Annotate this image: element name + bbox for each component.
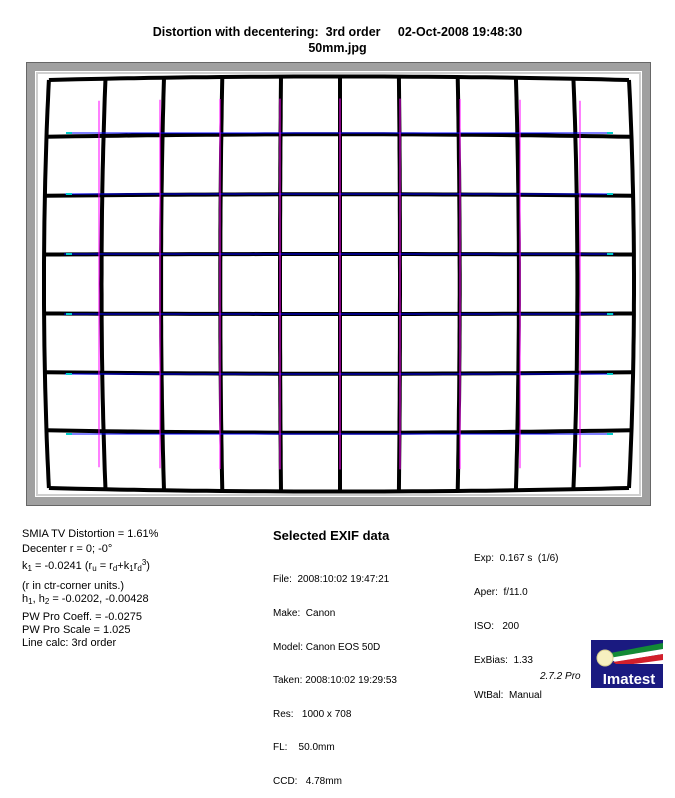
exif-line: FL: 50.0mm: [273, 742, 335, 754]
exposure-line: ISO: 200: [474, 621, 520, 633]
grid-line-vertical: [629, 80, 634, 488]
svg-text:Imatest: Imatest: [602, 671, 656, 688]
grid-line-vertical: [516, 78, 519, 490]
exif-data: [273, 552, 397, 798]
line-calc: Line calc: 3rd order: [22, 637, 117, 649]
grid-line-vertical: [458, 77, 460, 491]
distortion-results: [22, 528, 158, 650]
exif-line: CCD: 4.78mm: [273, 776, 342, 788]
exif-line: Res: 1000 x 708: [273, 708, 352, 720]
grid-line-vertical: [220, 77, 222, 491]
chart-title: Distortion with decentering: 3rd order 02-Oct-2008 19:48:30: [152, 25, 523, 39]
decenter-value: Decenter r = 0; -0°: [22, 543, 113, 555]
exif-line: Taken: 2008:10:02 19:29:53: [273, 675, 397, 687]
exif-line: Make: Canon: [273, 608, 336, 620]
exposure-line: WtBal: Manual: [474, 689, 542, 701]
exposure-line: ExBias: 1.33: [474, 655, 533, 667]
exposure-data: [474, 530, 559, 713]
grid-line-vertical: [573, 79, 577, 490]
exif-line: File: 2008:10:02 19:47:21: [273, 574, 390, 586]
chart-filename: 50mm.jpg: [308, 41, 367, 55]
imatest-logo: [591, 640, 663, 688]
pw-pro-scale: PW Pro Scale = 1.025: [22, 624, 131, 636]
grid-svg: [27, 63, 650, 505]
units-note: (r in ctr-corner units.): [22, 580, 125, 592]
pw-pro-coeff: PW Pro Coeff. = -0.0275: [22, 611, 142, 623]
exif-line: Model: Canon EOS 50D: [273, 641, 381, 653]
exposure-line: Exp: 0.167 s (1/6): [474, 552, 559, 564]
version-label: 2.7.2 Pro: [540, 671, 581, 682]
grid-line-vertical: [161, 78, 164, 491]
smia-distortion: SMIA TV Distortion = 1.61%: [22, 528, 159, 540]
exif-title: Selected EXIF data: [273, 528, 390, 543]
distortion-grid-plot: [26, 62, 651, 506]
exposure-line: Aper: f/11.0: [474, 587, 528, 599]
grid-line-vertical: [44, 80, 49, 488]
k1-coefficient: $k_1 = -0.0241$ $(r_u = r_d+k_1r_d^3)$: [22, 558, 150, 573]
grid-line-vertical: [102, 79, 106, 490]
h-coefficients: $h_1$, $h_2 = -0.0202$, -0.00428: [22, 593, 149, 606]
